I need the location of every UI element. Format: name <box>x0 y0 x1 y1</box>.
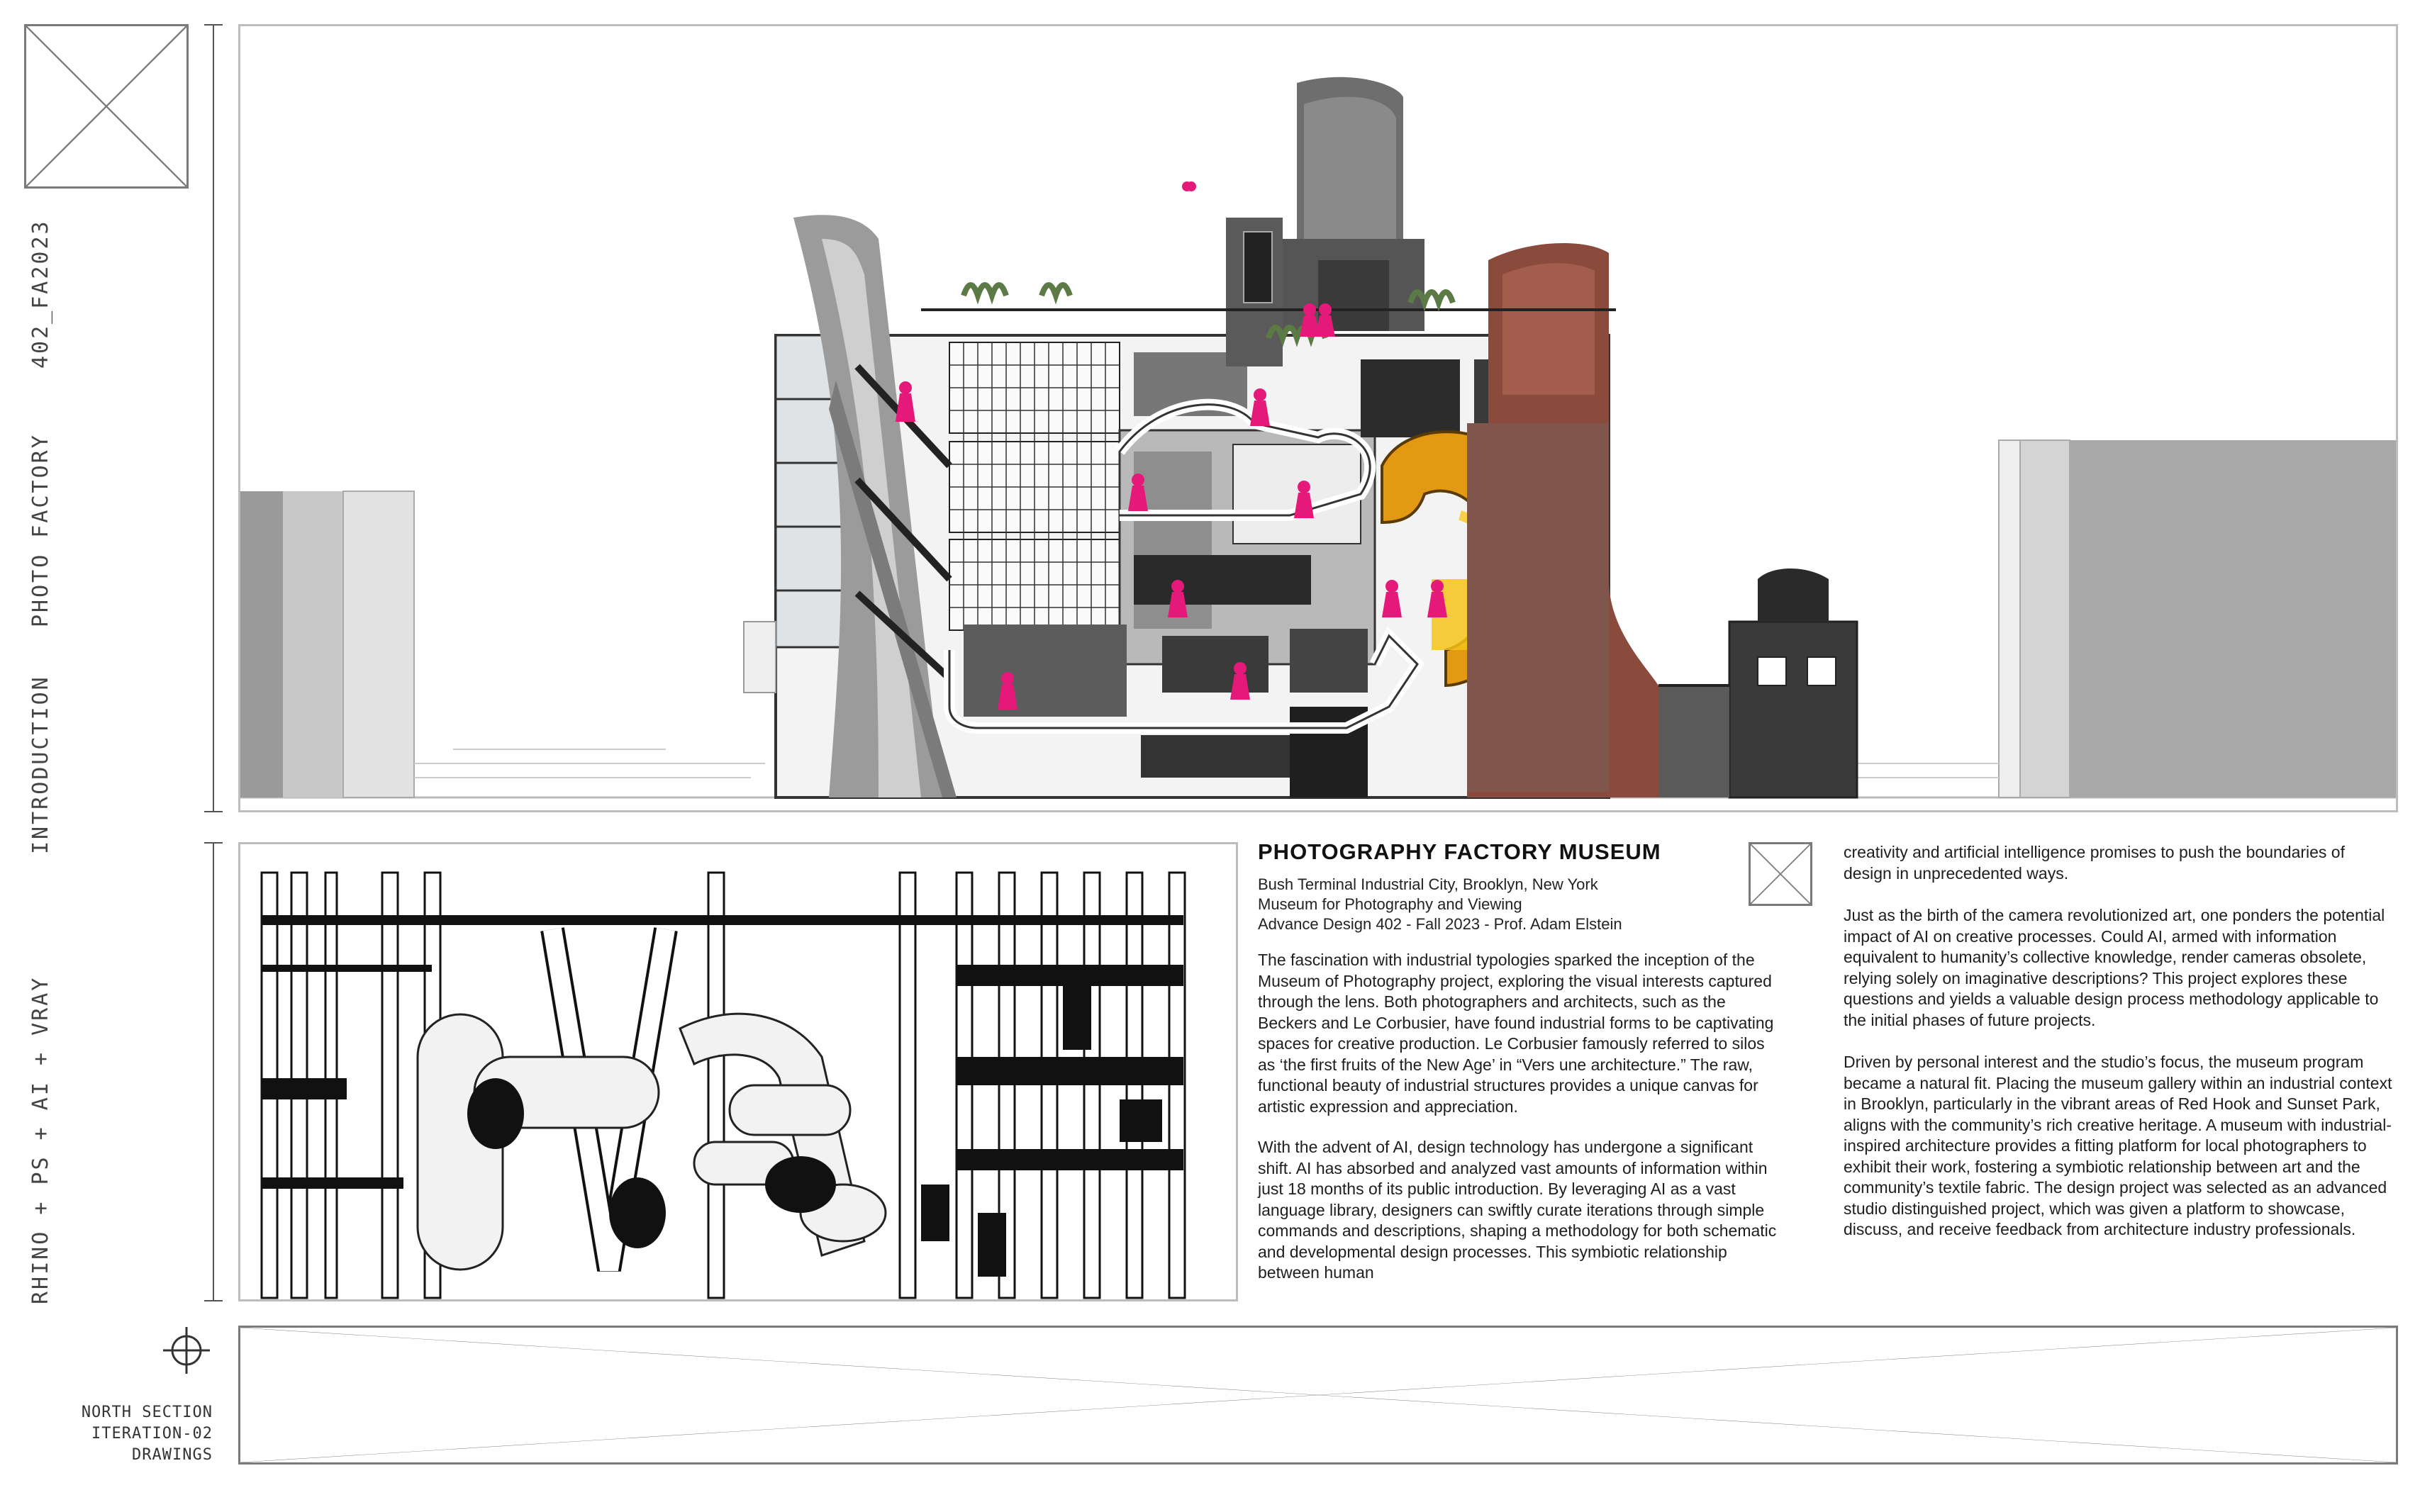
logo-placeholder <box>24 24 189 189</box>
paragraph-5: Driven by personal interest and the studio’s focus, the museum program became a natural fit. Placing the museum gallery within an industrial context in Brooklyn, particularly in the vibrant areas of Red Hook and Sunset Park, aligns with the community’s rich creative heritage. A museum with industrial-inspired architecture provides a fitting platform for local photographers to exhibit their work, fostering a symbiotic relationship between art and the community’s textile fabric. The design project was selected as an advanced studio distinguished project, which was given a platform to showcase, discuss, and receive feedback from architecture industry professionals. <box>1844 1053 2392 1238</box>
paragraph-4: Just as the birth of the camera revolutionized art, one ponders the potential impact of AI on creative processes. Could AI, armed with information equivalent to humanity’s collective knowledge, render cameras obsolete, relying solely on imaginative descriptions? This project explores these questions and yields a valuable design process methodology applicable to the initial phases of future projects. <box>1844 906 2385 1029</box>
elevation-drawing <box>238 842 1238 1301</box>
dimension-line-top <box>213 24 214 812</box>
bottom-image-placeholder <box>238 1326 2398 1465</box>
north-section-drawing <box>238 24 2398 812</box>
project-program: Museum for Photography and Viewing <box>1258 895 1522 913</box>
drawing-info <box>43 1402 213 1466</box>
elevation-illustration <box>240 844 1236 1299</box>
drawing-info-line1: NORTH SECTION <box>81 1404 213 1421</box>
dimension-tick <box>204 842 223 844</box>
drawing-info-line2: ITERATION-02 <box>91 1425 213 1443</box>
drawing-info-line3: DRAWINGS <box>132 1446 213 1464</box>
project-code-label: 402_FA2023 <box>28 219 53 369</box>
section-illustration <box>240 26 2396 810</box>
north-crosshair-icon <box>162 1326 211 1375</box>
paragraph-3: creativity and artificial intelligence promises to push the boundaries of design in unprecedented ways. <box>1844 843 2345 883</box>
tools-label: RHINO + PS + AI + VRAY <box>28 975 53 1304</box>
paragraph-1: The fascination with industrial typologies sparked the inception of the Museum of Photography project, exploring the visual interests captured through the lens. Both photographers and architects, such as the Beckers and Le Corbusier, have found industrial forms to be captivating spaces for creative production. Le Corbusier famously referred to silos as ‘the first fruits of the New Age’ in “Vers une architecture.” The raw, functional beauty of industrial structures provides a unique canvas for artistic expression and appreciation. <box>1258 951 1774 1116</box>
project-name-label: PHOTO FACTORY <box>28 433 53 627</box>
project-course: Advance Design 402 - Fall 2023 - Prof. Adam Elstein <box>1258 915 1622 933</box>
text-column-left <box>1258 950 1783 1284</box>
page-title: PHOTOGRAPHY FACTORY MUSEUM <box>1258 839 1661 864</box>
dimension-tick <box>204 24 223 26</box>
section-label: INTRODUCTION <box>28 675 53 854</box>
dimension-tick <box>204 1300 223 1301</box>
project-location: Bush Terminal Industrial City, Brooklyn, New York <box>1258 875 1598 893</box>
image-placeholder-small <box>1749 842 1812 906</box>
dimension-tick <box>204 811 223 812</box>
paragraph-2: With the advent of AI, design technology has undergone a significant shift. AI has absorbed and analyzed vast amounts of information within just 18 months of its public introduction. By leveraging AI as a vast language library, designers can swiftly curate iterations through simple commands and descriptions, shaping a methodology for both schematic and developmental design processes. This symbiotic relationship between human <box>1258 1138 1777 1282</box>
project-header <box>1258 839 1740 934</box>
dimension-line-bottom <box>213 842 214 1301</box>
text-column-right <box>1844 842 2397 1241</box>
